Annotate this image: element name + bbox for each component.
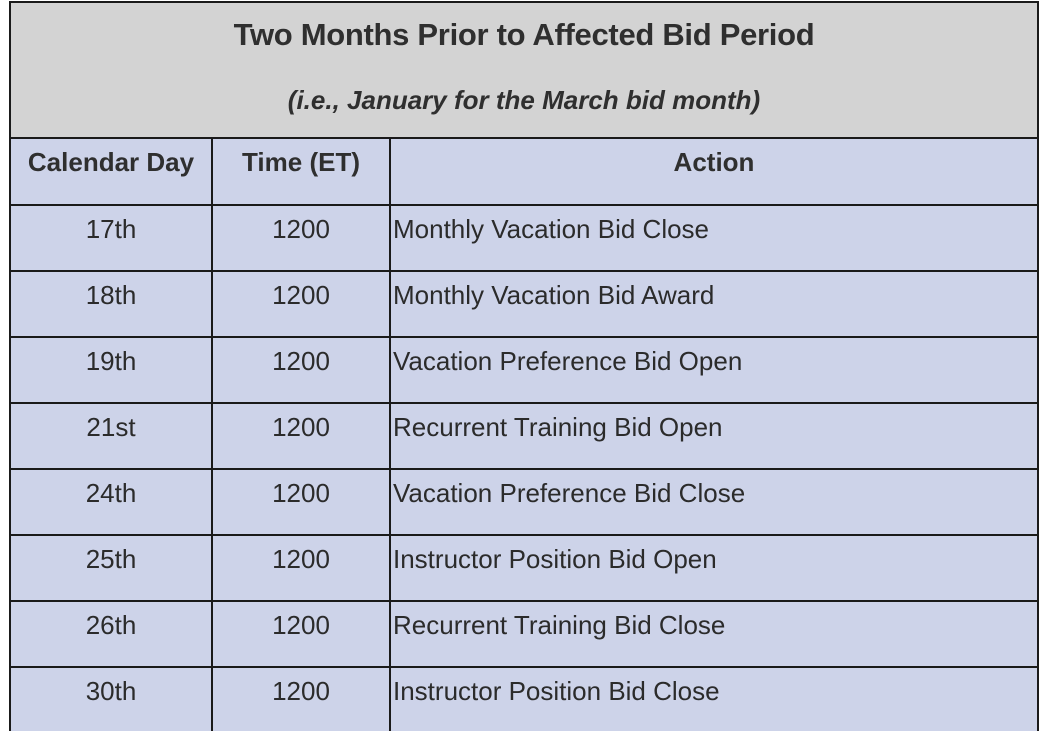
table-row — [11, 601, 1037, 667]
cell-time: 1200 — [212, 469, 390, 535]
cell-action: Vacation Preference Bid Close — [390, 469, 1037, 535]
cell-time: 1200 — [212, 403, 390, 469]
table-row — [11, 271, 1037, 337]
cell-time: 1200 — [212, 667, 390, 731]
cell-action: Vacation Preference Bid Open — [390, 337, 1037, 403]
table-row — [11, 403, 1037, 469]
cell-action: Instructor Position Bid Close — [393, 676, 720, 706]
header-row — [11, 139, 1037, 205]
cell-day: 30th — [11, 667, 212, 731]
bid-schedule-table — [11, 139, 1037, 731]
cell-time: 1200 — [212, 271, 390, 337]
cell-action: Monthly Vacation Bid Close — [390, 205, 1037, 271]
cell-time: 1200 — [212, 205, 390, 271]
table-title: Two Months Prior to Affected Bid Period — [233, 17, 815, 52]
table-title-block — [11, 3, 1037, 139]
cell-action: Instructor Position Bid Open — [390, 535, 1037, 601]
cell-action: Recurrent Training Bid Open — [390, 403, 1037, 469]
cell-action: Recurrent Training Bid Close — [390, 601, 1037, 667]
cell-day: 21st — [11, 403, 212, 469]
column-header-action: Action — [390, 139, 1037, 205]
table-row — [11, 535, 1037, 601]
cell-day: 17th — [11, 205, 212, 271]
cell-day: 18th — [11, 271, 212, 337]
cell-time: 1200 — [212, 601, 390, 667]
cell-day: 19th — [11, 337, 212, 403]
cell-day: 26th — [11, 601, 212, 667]
table-row — [11, 667, 1037, 731]
table-row — [11, 205, 1037, 271]
cell-time: 1200 — [212, 535, 390, 601]
table-subtitle: (i.e., January for the March bid month) — [287, 85, 761, 115]
cell-action: Monthly Vacation Bid Award — [390, 271, 1037, 337]
table-row — [11, 469, 1037, 535]
column-header-time: Time (ET) — [212, 139, 390, 205]
table-row — [11, 337, 1037, 403]
column-header-calendar-day: Calendar Day — [11, 139, 212, 205]
cell-day: 25th — [11, 535, 212, 601]
cell-time: 1200 — [212, 337, 390, 403]
bid-schedule-table-frame — [9, 1, 1039, 731]
cell-day: 24th — [11, 469, 212, 535]
